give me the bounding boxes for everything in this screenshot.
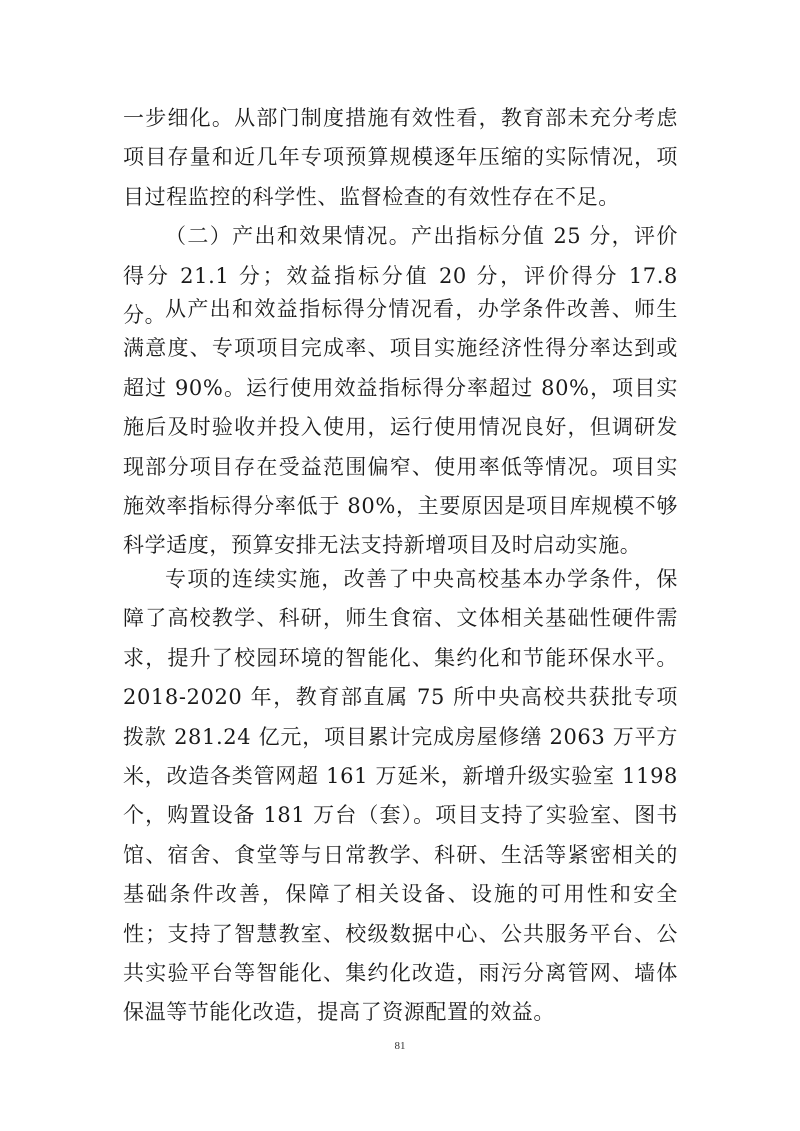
body-text-bottom	[123, 560, 678, 1033]
paragraph-continuation: 一步细化。从部门制度措施有效性看，教育部未充分考虑项目存量和近几年专项预算规模逐年压缩的实际情况，项目过程监控的科学性、监督检查的有效性存在不足。	[123, 106, 678, 209]
paragraph-output-effect-heading: （二）产出和效果情况。产出指标分值 25 分，评价得分 21.1 分；效益指标分值 20 分，评价得分 17.8 分。	[123, 224, 678, 328]
body-text-middle	[123, 290, 678, 566]
page-number: 81	[394, 1040, 406, 1052]
paragraph-project-results: 专项的连续实施，改善了中央高校基本办学条件，保障了高校教学、科研，师生食宿、文体相关基础性硬件需求，提升了校园环境的智能化、集约化和节能环保水平。2018-2020 年，教育部直属 75 所中央高校共获批专项拨款 281.24 亿元，项目累计完成房屋修缮 2063 万平方米，改造各类管网超 161 万延米，新增升级实验室 1198 个，购置设备 181 万台（套）。项目支持了实验室、图书馆、宿舍、食堂等与日常教学、科研、生活等紧密相关的基础条件改善，保障了相关设备、设施的可用性和安全性；支持了智慧教室、校级数据中心、公共服务平台、公共实验平台等智能化、集约化改造，雨污分离管网、墙体保温等节能化改造，提高了资源配置的效益。	[123, 567, 678, 1025]
paragraph-indicator-scores: 从产出和效益指标得分情况看，办学条件改善、师生满意度、专项项目完成率、项目实施经济性得分率达到或超过 90%。运行使用效益指标得分率超过 80%，项目实施后及时验收并投入使用，运行使用情况良好，但调研发现部分项目存在受益范围偏窄、使用率低等情况。项目实施效率指标得分率低于 80%，主要原因是项目库规模不够科学适度，预算安排无法支持新增项目及时启动实施。	[123, 297, 678, 558]
